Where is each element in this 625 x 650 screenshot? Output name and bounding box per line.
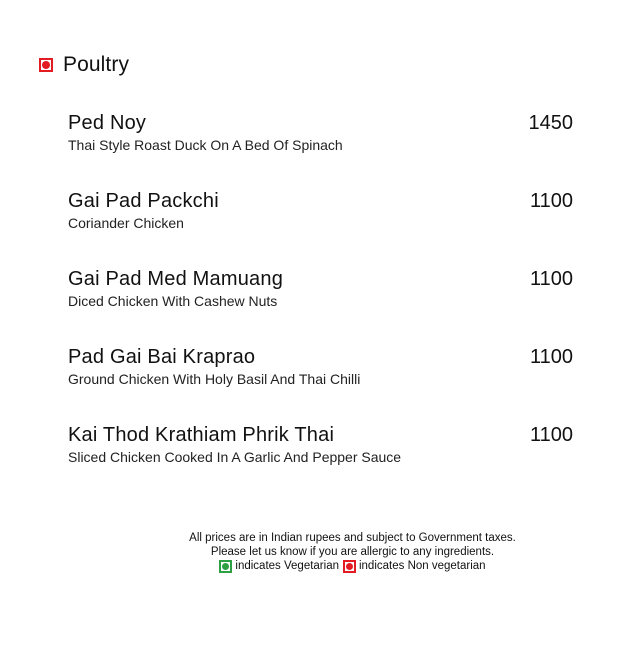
diet-legend (150, 559, 555, 573)
item-name: Gai Pad Packchi (68, 190, 219, 212)
item-name: Kai Thod Krathiam Phrik Thai (68, 424, 335, 446)
veg-icon (219, 560, 232, 573)
menu-item (68, 422, 573, 500)
veg-legend-text: indicates Vegetarian (235, 560, 339, 572)
item-name: Gai Pad Med Mamuang (68, 268, 284, 290)
menu-item (68, 344, 573, 422)
item-description: Diced Chicken With Cashew Nuts (68, 293, 278, 309)
non-veg-icon (343, 560, 356, 573)
item-price: 1100 (529, 190, 573, 212)
menu-item (68, 188, 573, 266)
non-veg-icon (39, 58, 53, 72)
item-price: 1100 (529, 268, 573, 290)
menu-list (68, 110, 573, 500)
menu-item (68, 266, 573, 344)
item-description: Ground Chicken With Holy Basil And Thai Chilli (68, 371, 361, 387)
allergy-note: Please let us know if you are allergic to any ingredients. (210, 546, 495, 558)
item-price: 1100 (529, 424, 573, 446)
item-description: Coriander Chicken (68, 215, 184, 231)
item-description: Sliced Chicken Cooked In A Garlic And Pepper Sauce (68, 449, 402, 465)
item-name: Pad Gai Bai Kraprao (68, 346, 256, 368)
menu-item (68, 110, 573, 188)
nonveg-legend-text: indicates Non vegetarian (358, 560, 486, 572)
item-price: 1100 (529, 346, 573, 368)
item-description: Thai Style Roast Duck On A Bed Of Spinach (68, 137, 343, 153)
section-header (39, 52, 129, 78)
section-title: Poultry (63, 53, 130, 76)
item-name: Ped Noy (68, 112, 147, 134)
footer-notes (150, 531, 555, 573)
item-price: 1450 (528, 112, 573, 134)
tax-note: All prices are in Indian rupees and subject to Government taxes. (189, 532, 516, 544)
